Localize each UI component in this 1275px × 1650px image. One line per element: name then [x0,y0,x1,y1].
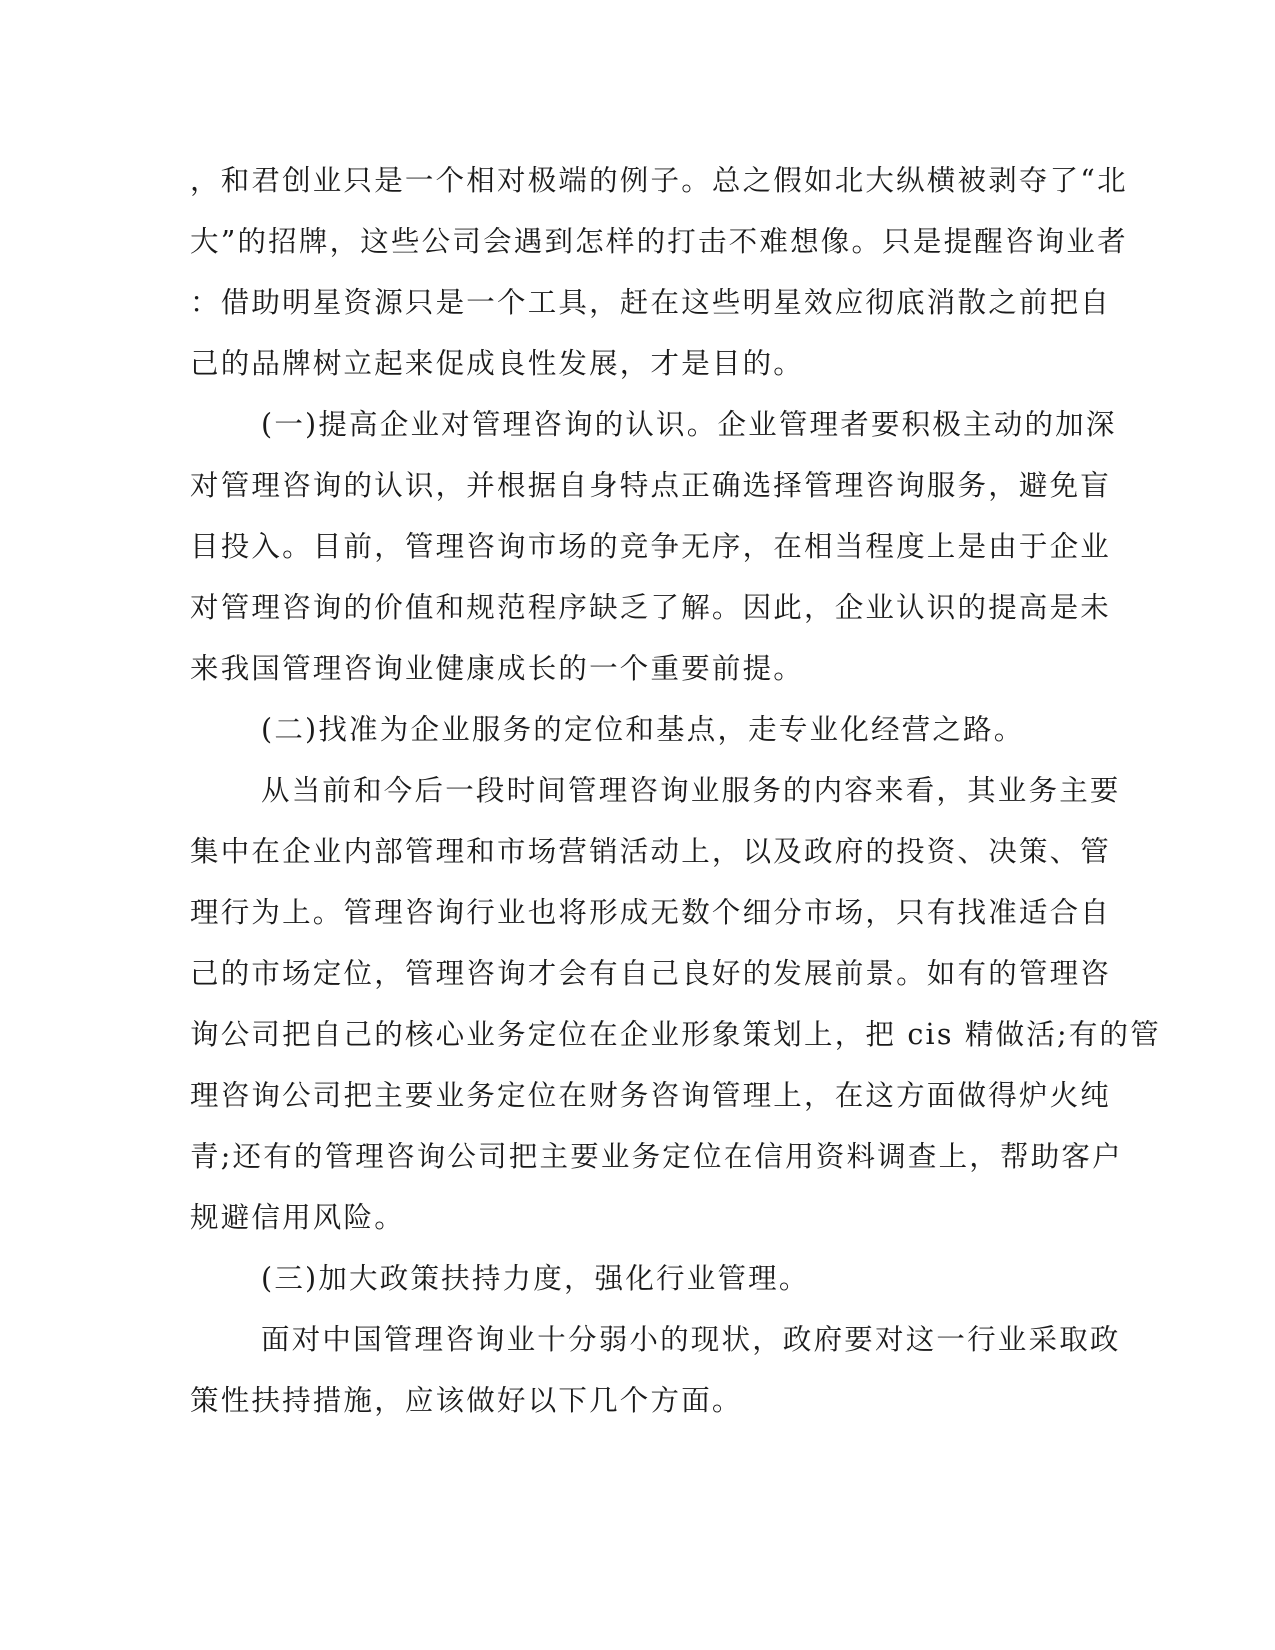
text-line: 对管理咨询的认识，并根据自身特点正确选择管理咨询服务，避免盲 [190,469,1112,502]
text-line: ，和君创业只是一个相对极端的例子。总之假如北大纵横被剥夺了“北 [190,164,1128,197]
section-heading-3: (三)加大政策扶持力度，强化行业管理。 [261,1262,810,1295]
text-line: 理咨询公司把主要业务定位在财务咨询管理上，在这方面做得炉火纯 [190,1079,1112,1112]
text-line: 大”的招牌，这些公司会遇到怎样的打击不难想像。只是提醒咨询业者 [190,225,1128,258]
text-line: 来我国管理咨询业健康成长的一个重要前提。 [190,652,805,685]
text-line: 目投入。目前，管理咨询市场的竞争无序，在相当程度上是由于企业 [190,530,1112,563]
text-line: 己的市场定位，管理咨询才会有自己良好的发展前景。如有的管理咨 [190,957,1112,990]
text-line: 理行为上。管理咨询行业也将形成无数个细分市场，只有找准适合自 [190,896,1112,929]
text-line: 规避信用风险。 [190,1201,405,1234]
text-line: 集中在企业内部管理和市场营销活动上，以及政府的投资、决策、管 [190,835,1112,868]
document-body [190,150,1161,1431]
text-line: 对管理咨询的价值和规范程序缺乏了解。因此，企业认识的提高是未 [190,591,1112,624]
text-line: 策性扶持措施，应该做好以下几个方面。 [190,1384,743,1417]
text-line: 青;还有的管理咨询公司把主要业务定位在信用资料调查上，帮助客户 [190,1140,1123,1173]
section-heading-1: (一)提高企业对管理咨询的认识。企业管理者要积极主动的加深 [261,408,1117,441]
text-line: 己的品牌树立起来促成良性发展，才是目的。 [190,347,805,380]
text-line: 面对中国管理咨询业十分弱小的现状，政府要对这一行业采取政 [261,1323,1121,1356]
text-line: 从当前和今后一段时间管理咨询业服务的内容来看，其业务主要 [261,774,1121,807]
text-line: 询公司把自己的核心业务定位在企业形象策划上，把 cis 精做活;有的管 [190,1018,1161,1051]
section-heading-2: (二)找准为企业服务的定位和基点，走专业化经营之路。 [261,713,1025,746]
text-line: ：借助明星资源只是一个工具，赶在这些明星效应彻底消散之前把自 [190,286,1112,319]
